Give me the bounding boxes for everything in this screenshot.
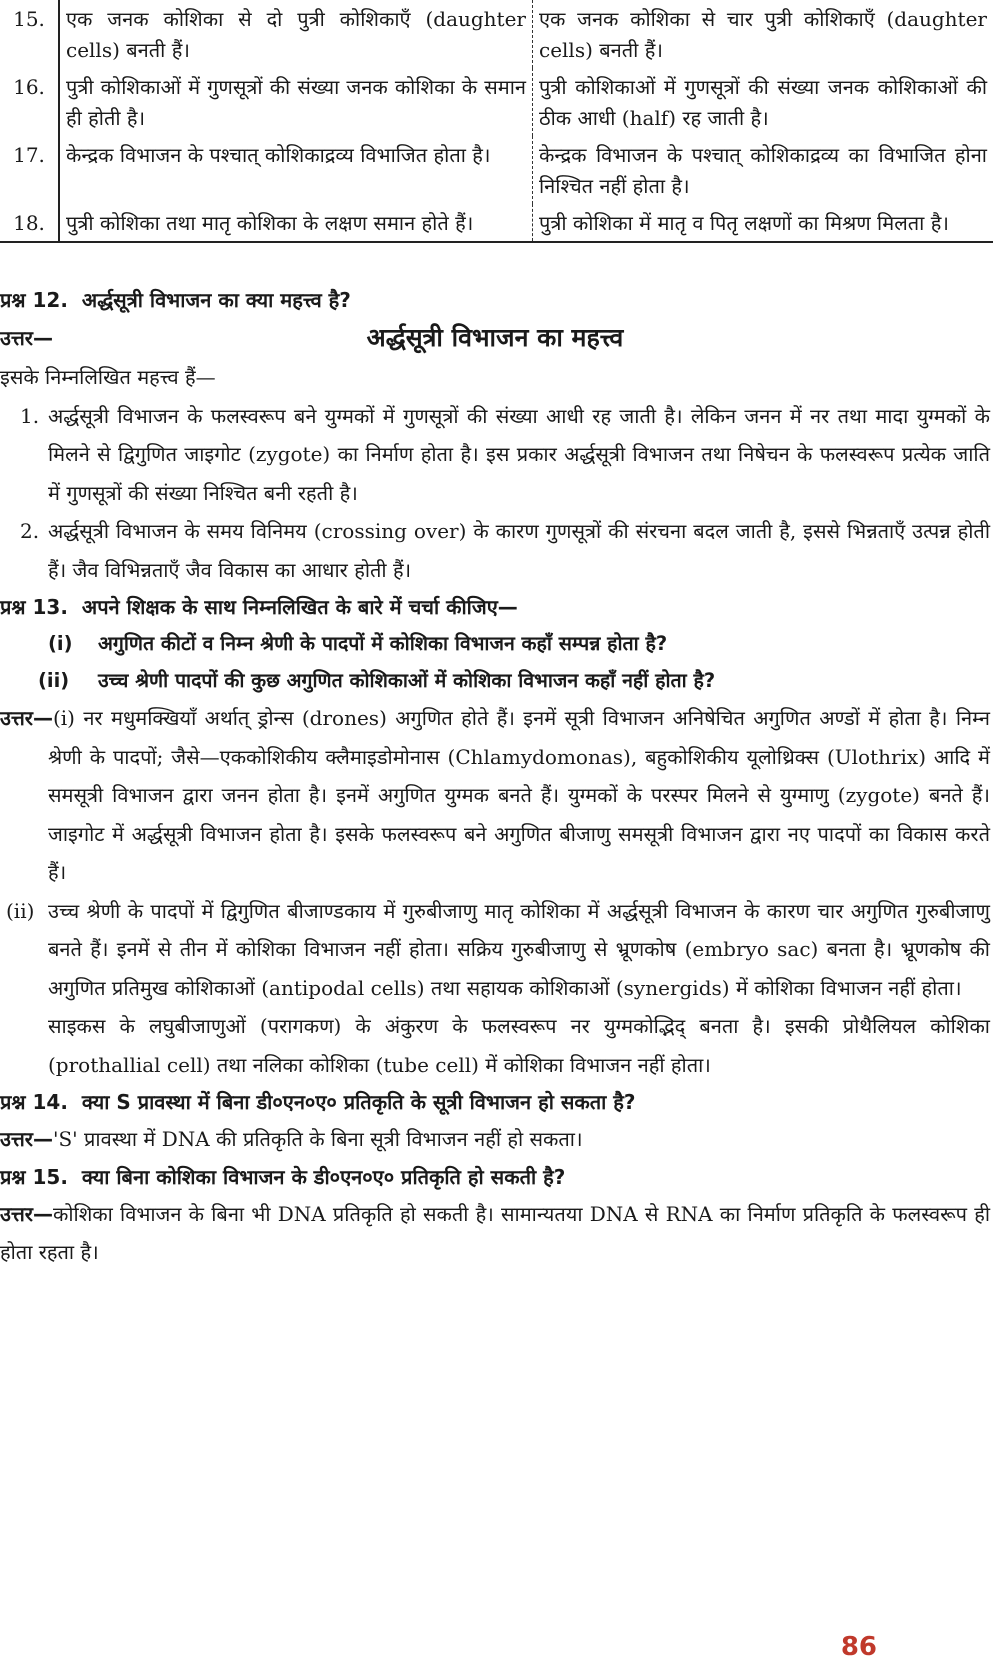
question-label: प्रश्न 14.	[0, 1090, 68, 1114]
answer-label: उत्तर—	[0, 1127, 53, 1151]
meiosis-cell: केन्द्रक विभाजन के पश्चात् कोशिकाद्रव्य का विभाजित होना निश्चित नहीं होता है।	[539, 143, 987, 198]
table-row	[0, 204, 993, 242]
answer-heading-row	[0, 318, 990, 358]
list-item	[0, 512, 990, 589]
list-marker: 2.	[20, 519, 40, 543]
answer-text: 'S' प्रावस्था में DNA की प्रतिकृति के बिना सूत्री विभाजन नहीं हो सकता।	[52, 1127, 583, 1151]
list-marker: 1.	[20, 403, 40, 428]
question-12	[0, 282, 990, 318]
list-item	[0, 397, 990, 513]
answer-text: (i) नर मधुमक्खियाँ अर्थात् ड्रोन्स (drones) अगुणित होते हैं। इनमें सूत्री विभाजन अनिषेचित अगुणित अण्डों में होता है। निम्न श्रेणी के पादपों; जैसे—एककोशिकीय क्लैमाइडोमोनास (Chlamydomonas), बहुकोशिकीय यूलोथ्रिक्स (Ulothrix) आदि में समसूत्री विभाजन द्वारा जनन होता है। इनमें अगुणित युग्मक बनते हैं। युग्मकों के परस्पर मिलने से युग्माणु (zygote) बनते हैं। जाइगोट में अर्द्धसूत्री विभाजन होता है। इसके फलस्वरूप बने अगुणित बीजाणु समसूत्री विभाजन द्वारा नए पादपों का विकास करते हैं।	[48, 706, 990, 884]
row-number: 18.	[0, 204, 59, 242]
answer-14	[0, 1120, 990, 1159]
answer-label: उत्तर—	[0, 706, 53, 730]
sub-question-text: अगुणित कीटों व निम्न श्रेणी के पादपों में कोशिका विभाजन कहाँ सम्पन्न होता है?	[98, 632, 668, 655]
table-row	[0, 68, 993, 136]
question-label: प्रश्न 12.	[0, 288, 68, 312]
row-number: 15.	[13, 7, 45, 31]
mitosis-cell: एक जनक कोशिका से दो पुत्री कोशिकाएँ (daughter cells) बनती हैं।	[59, 0, 533, 68]
page-number: 86	[840, 1632, 877, 1662]
answer-intro: इसके निम्नलिखित महत्त्व हैं—	[0, 365, 216, 389]
sub-question-marker: (ii)	[38, 669, 70, 692]
mitosis-cell: पुत्री कोशिकाओं में गुणसूत्रों की संख्या जनक कोशिका के समान ही होती है।	[59, 68, 533, 136]
meiosis-cell: पुत्री कोशिकाओं में गुणसूत्रों की संख्या जनक कोशिकाओं की ठीक आधी (half) रह जाती है।	[539, 75, 987, 130]
question-13	[0, 589, 990, 625]
answer-15	[0, 1195, 990, 1272]
answer-continuation: साइकस के लघुबीजाणुओं (परागकण) के अंकुरण के फलस्वरूप नर युग्मकोद्भिद् बनता है। इसकी प्रोथैलियल कोशिका (prothallial cell) तथा नलिका कोशिका (tube cell) में कोशिका विभाजन नहीं होता।	[48, 1014, 990, 1077]
question-label: प्रश्न 15.	[0, 1164, 68, 1189]
sub-question-text: उच्च श्रेणी पादपों की कुछ अगुणित कोशिकाओं में कोशिका विभाजन कहाँ नहीं होता है?	[98, 669, 716, 692]
answer-part-i	[0, 699, 990, 892]
row-number: 16.	[13, 75, 45, 99]
question-14	[0, 1084, 990, 1120]
question-label: प्रश्न 13.	[0, 595, 68, 619]
main-content	[0, 282, 990, 1272]
question-text: अर्द्धसूत्री विभाजन का क्या महत्त्व है?	[81, 288, 351, 312]
table-row	[0, 0, 993, 68]
question-text: क्या S प्रावस्था में बिना डी०एन०ए० प्रतिकृति के सूत्री विभाजन हो सकता है?	[81, 1090, 636, 1114]
answer-label: उत्तर—	[0, 326, 53, 350]
question-text: क्या बिना कोशिका विभाजन के डी०एन०ए० प्रतिकृति हो सकती है?	[81, 1164, 566, 1189]
sub-question	[0, 662, 990, 699]
mitosis-cell: पुत्री कोशिका तथा मातृ कोशिका के लक्षण समान होते हैं।	[59, 204, 533, 242]
sub-question-marker: (i)	[48, 632, 73, 655]
meiosis-cell: एक जनक कोशिका से चार पुत्री कोशिकाएँ (daughter cells) बनती हैं।	[539, 7, 987, 62]
row-number: 17.	[13, 143, 45, 167]
answer-label: उत्तर—	[0, 1201, 53, 1226]
list-item-text: अर्द्धसूत्री विभाजन के फलस्वरूप बने युग्मकों में गुणसूत्रों की संख्या आधी रह जाती है। लेकिन जनन में नर तथा मादा युग्मकों के मिलने से द्विगुणित जाइगोट (zygote) का निर्माण होता है। इस प्रकार अर्द्धसूत्री विभाजन तथा निषेचन के फलस्वरूप प्रत्येक जाति में गुणसूत्रों की संख्या निश्चित बनी रहती है।	[48, 403, 990, 505]
comparison-table	[0, 0, 993, 243]
list-item-text: अर्द्धसूत्री विभाजन के समय विनिमय (crossing over) के कारण गुणसूत्रों की संरचना बदल जाती है, इससे भिन्नताएँ उत्पन्न होती हैं। जैव विभिन्नताएँ जैव विकास का आधार होती हैं।	[48, 519, 990, 582]
answer-text: उच्च श्रेणी के पादपों में द्विगुणित बीजाण्डकाय में गुरुबीजाणु मातृ कोशिका में अर्द्धसूत्री विभाजन के कारण चार अगुणित गुरुबीजाणु बनते हैं। इनमें से तीन में कोशिका विभाजन नहीं होता। सक्रिय गुरुबीजाणु से भ्रूणकोष (embryo sac) बनता है। भ्रूणकोष की अगुणित प्रतिमुख कोशिकाओं (antipodal cells) तथा सहायक कोशिकाओं (synergids) में कोशिका विभाजन नहीं होता।	[48, 898, 990, 1000]
question-15	[0, 1159, 990, 1195]
section-heading: अर्द्धसूत्री विभाजन का महत्त्व	[366, 323, 624, 352]
list-marker: (ii)	[6, 898, 35, 923]
answer-part-ii	[0, 892, 990, 1008]
table-row	[0, 136, 993, 204]
answer-text: कोशिका विभाजन के बिना भी DNA प्रतिकृति हो सकती है। सामान्यतया DNA से RNA का निर्माण प्रतिकृति के फलस्वरूप ही होता रहता है।	[0, 1201, 990, 1264]
mitosis-cell: केन्द्रक विभाजन के पश्चात् कोशिकाद्रव्य विभाजित होता है।	[59, 136, 533, 204]
question-text: अपने शिक्षक के साथ निम्नलिखित के बारे में चर्चा कीजिए—	[81, 595, 518, 619]
meiosis-cell: पुत्री कोशिका में मातृ व पितृ लक्षणों का मिश्रण मिलता है।	[533, 204, 994, 242]
sub-question	[0, 625, 990, 662]
